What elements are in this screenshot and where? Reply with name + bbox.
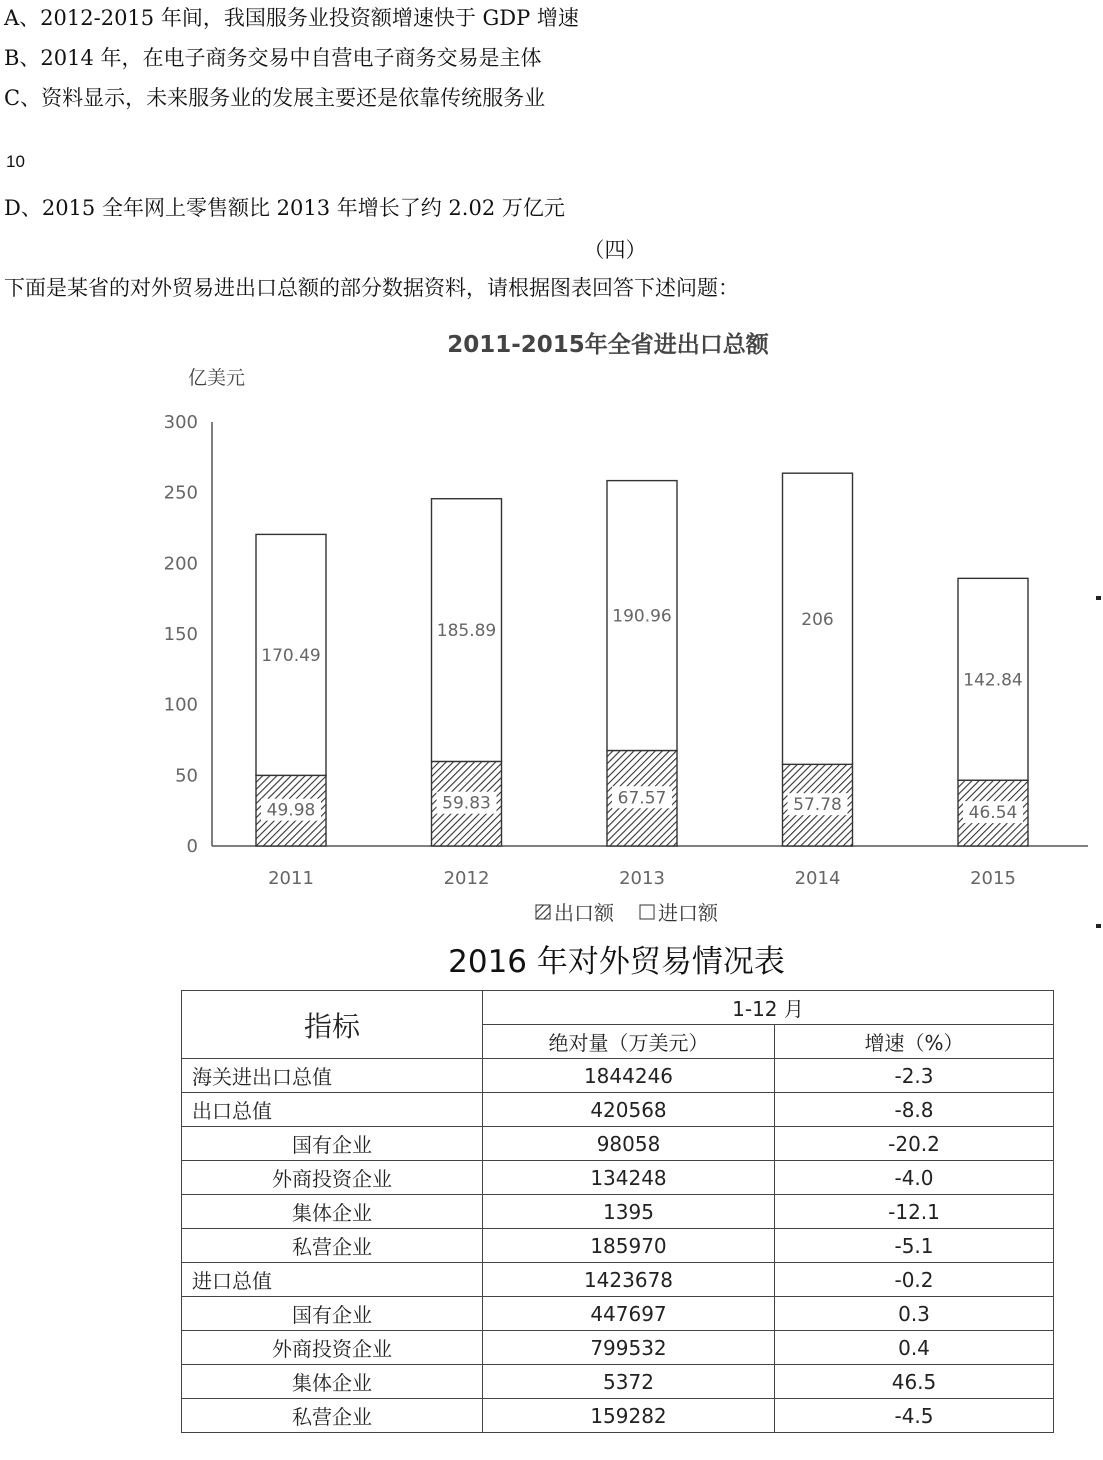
table-row — [182, 1059, 1054, 1093]
legend-label-export: 出口额 — [554, 901, 614, 925]
row-value: 134248 — [483, 1161, 775, 1195]
table-row — [182, 1365, 1054, 1399]
y-tick-label: 150 — [163, 624, 198, 645]
table-row — [182, 1161, 1054, 1195]
x-tick-label: 2014 — [794, 868, 841, 889]
row-growth: -5.1 — [775, 1229, 1054, 1263]
section-intro: 下面是某省的对外贸易进出口总额的部分数据资料，请根据图表回答下述问题： — [4, 276, 739, 300]
data-label-export: 67.57 — [617, 788, 667, 809]
data-label-import: 170.49 — [261, 645, 321, 666]
x-tick-label: 2012 — [443, 868, 490, 889]
y-tick-label: 50 — [175, 765, 198, 787]
row-label: 国有企业 — [182, 1127, 483, 1161]
data-label-export: 46.54 — [968, 803, 1018, 824]
data-label-export: 49.98 — [266, 800, 316, 821]
row-label: 进口总值 — [182, 1263, 483, 1297]
legend-swatch-import — [640, 905, 654, 919]
legend-label-import: 进口额 — [658, 901, 718, 925]
row-value: 185970 — [483, 1229, 775, 1263]
row-value: 447697 — [483, 1297, 775, 1331]
y-tick-label: 0 — [186, 836, 198, 857]
data-label-export: 59.83 — [442, 793, 491, 814]
header-absolute: 绝对量（万美元） — [483, 1025, 775, 1059]
data-label-import: 142.84 — [963, 670, 1023, 691]
row-value: 1395 — [483, 1195, 775, 1229]
option-d: D、2015 全年网上零售额比 2013 年增长了约 2.02 万亿元 — [4, 196, 565, 220]
row-value: 98058 — [483, 1127, 775, 1161]
row-label: 集体企业 — [182, 1195, 483, 1229]
table-title: 2016 年对外贸易情况表 — [448, 944, 785, 980]
row-value: 1844246 — [483, 1059, 775, 1093]
row-label: 私营企业 — [182, 1229, 483, 1263]
y-tick-label: 100 — [163, 694, 198, 716]
row-growth: -4.5 — [775, 1399, 1054, 1433]
edge-mark — [1096, 924, 1101, 928]
chart-title: 2011-2015年全省进出口总额 — [447, 332, 769, 358]
option-b: B、2014 年，在电子商务交易中自营电子商务交易是主体 — [4, 46, 542, 70]
row-label: 海关进出口总值 — [182, 1059, 483, 1093]
table-row — [182, 1229, 1054, 1263]
option-a: A、2012-2015 年间，我国服务业投资额增速快于 GDP 增速 — [4, 6, 579, 30]
row-label: 集体企业 — [182, 1365, 483, 1399]
row-growth: -12.1 — [775, 1195, 1054, 1229]
data-label-import: 206 — [801, 609, 834, 630]
trade-chart — [150, 322, 1095, 934]
section-label: （四） — [583, 238, 647, 262]
table-row — [182, 1399, 1054, 1433]
row-label: 私营企业 — [182, 1399, 483, 1433]
x-tick-label: 2015 — [970, 868, 1016, 889]
edge-mark — [1096, 596, 1101, 600]
row-value: 1423678 — [483, 1263, 775, 1297]
x-tick-label: 2013 — [619, 868, 665, 889]
row-growth: 0.4 — [775, 1331, 1054, 1365]
row-label: 国有企业 — [182, 1297, 483, 1331]
row-label: 外商投资企业 — [182, 1161, 483, 1195]
row-value: 5372 — [483, 1365, 775, 1399]
data-label-import: 185.89 — [436, 621, 497, 642]
row-growth: -8.8 — [775, 1093, 1054, 1127]
header-growth: 增速（%） — [775, 1025, 1054, 1059]
table-row — [182, 1093, 1054, 1127]
table-row — [182, 1195, 1054, 1229]
y-axis-unit: 亿美元 — [188, 367, 246, 389]
y-tick-label: 250 — [163, 482, 198, 504]
row-growth: -2.3 — [775, 1059, 1054, 1093]
row-label: 出口总值 — [182, 1093, 483, 1127]
header-indicator: 指标 — [182, 991, 483, 1059]
data-label-export: 57.78 — [793, 795, 842, 816]
y-tick-label: 300 — [163, 412, 198, 433]
page-number: 10 — [6, 152, 25, 171]
header-period: 1-12 月 — [483, 991, 1054, 1025]
row-growth: 46.5 — [775, 1365, 1054, 1399]
row-label: 外商投资企业 — [182, 1331, 483, 1365]
row-growth: -20.2 — [775, 1127, 1054, 1161]
row-growth: -4.0 — [775, 1161, 1054, 1195]
row-growth: -0.2 — [775, 1263, 1054, 1297]
table-row — [182, 1263, 1054, 1297]
legend-swatch-export — [536, 905, 550, 919]
table-row — [182, 1297, 1054, 1331]
row-growth: 0.3 — [775, 1297, 1054, 1331]
row-value: 799532 — [483, 1331, 775, 1365]
y-tick-label: 200 — [163, 553, 198, 575]
data-label-import: 190.96 — [612, 606, 672, 627]
option-c: C、资料显示，未来服务业的发展主要还是依靠传统服务业 — [4, 86, 546, 110]
trade-table — [181, 990, 1054, 1433]
x-tick-label: 2011 — [268, 868, 314, 889]
row-value: 159282 — [483, 1399, 775, 1433]
row-value: 420568 — [483, 1093, 775, 1127]
chart-legend — [536, 901, 719, 925]
table-row — [182, 1127, 1054, 1161]
table-row — [182, 1331, 1054, 1365]
